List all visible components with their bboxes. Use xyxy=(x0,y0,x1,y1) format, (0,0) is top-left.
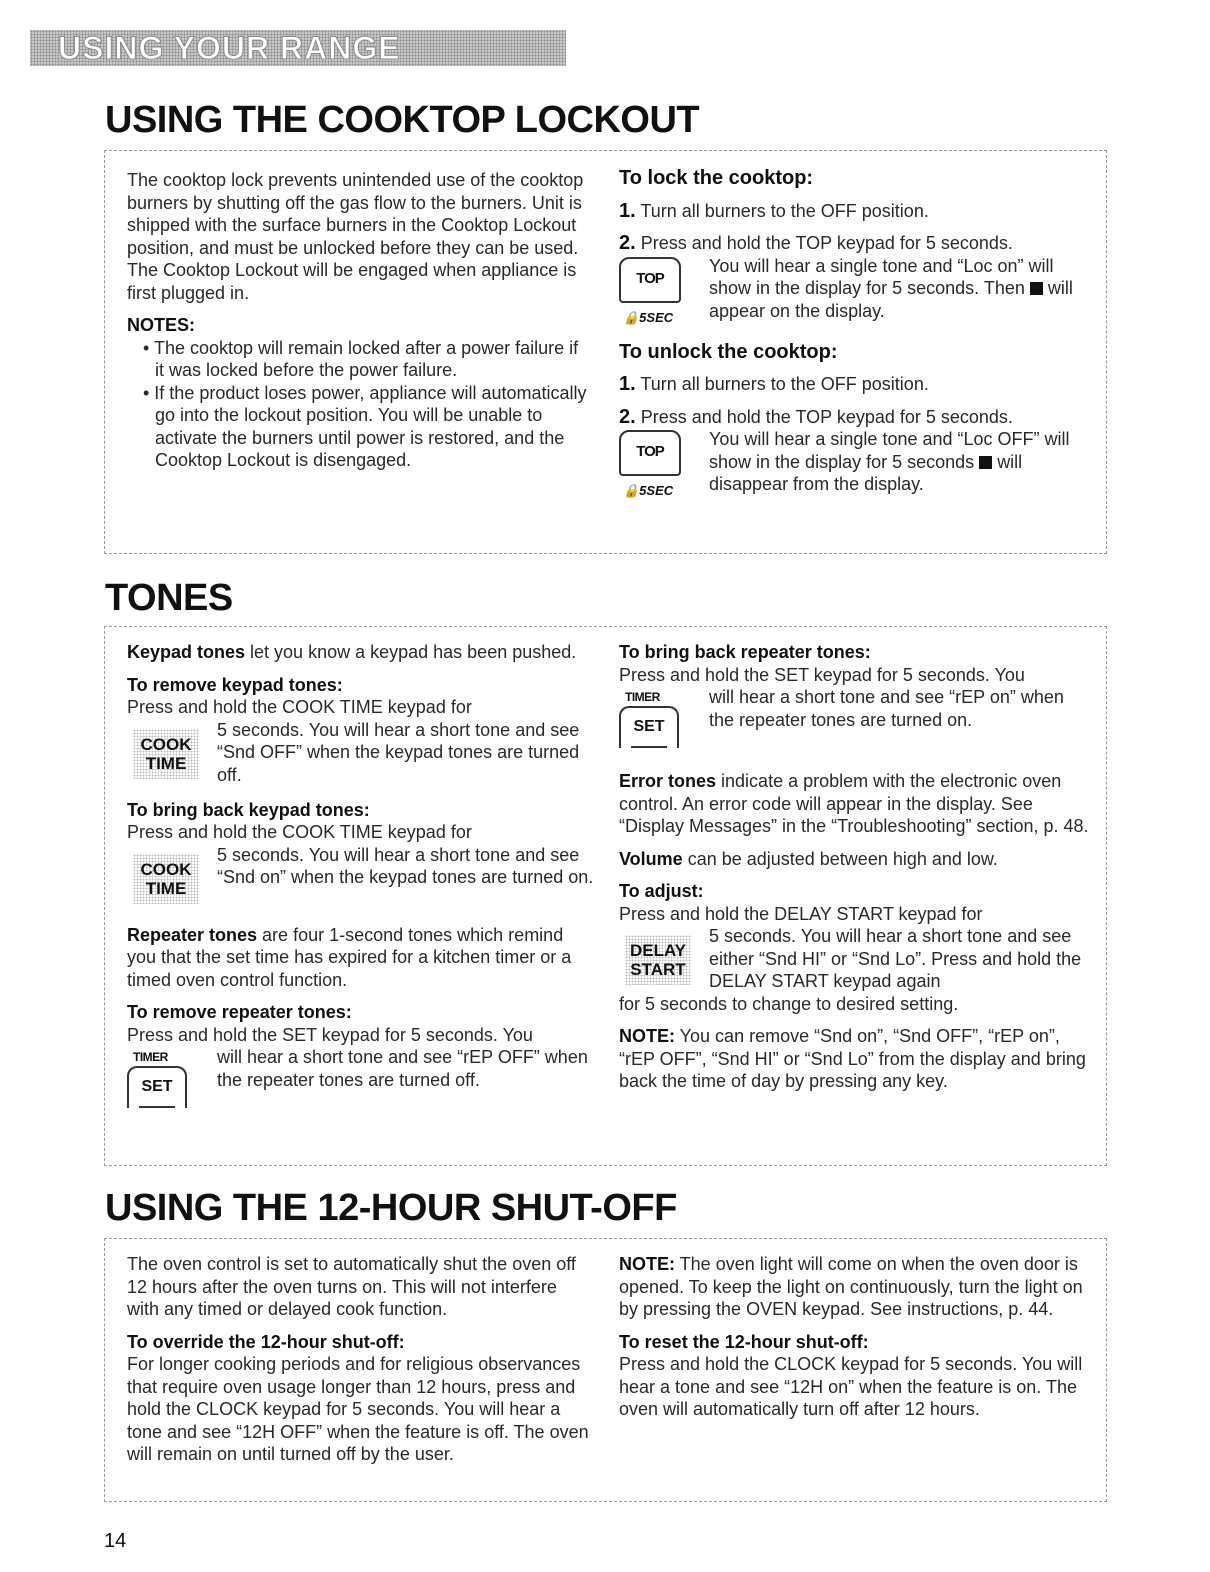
lock-symbol-icon xyxy=(1030,282,1043,295)
shutoff-intro: The oven control is set to automatically shut the oven off 12 hours after the oven turns on. This will not interfere with any timed or delayed cook function. xyxy=(127,1254,576,1319)
adjust-heading: To adjust: xyxy=(619,881,704,901)
override-heading: To override the 12-hour shut-off: xyxy=(127,1331,405,1352)
back-keypad-line: Press and hold the COOK TIME keypad for xyxy=(127,822,472,842)
shutoff-right-column xyxy=(619,1253,1089,1421)
banner-text: USING YOUR RANGE xyxy=(58,30,401,66)
lock-symbol-icon xyxy=(979,456,992,469)
remove-keypad-line: Press and hold the COOK TIME keypad for xyxy=(127,697,472,717)
unlock-5sec-icon: 🔒5SEC xyxy=(623,483,674,498)
tones-note: NOTE: You can remove “Snd on”, “Snd OFF”, “rEP on”, “rEP OFF”, “Snd HI” or “Snd Lo” from the display and bring back the time of day by pressing any key. xyxy=(619,1026,1086,1091)
remove-repeater-line: Press and hold the SET keypad for 5 seconds. You xyxy=(127,1024,533,1045)
note-item: • If the product loses power, appliance will automatically go into the lockout position. You will be unable to activate the burners until power is restored, and the Cooktop Lockout is disengaged. xyxy=(143,382,587,470)
remove-repeater-heading: To remove repeater tones: xyxy=(127,1002,352,1022)
unlock-step-1: 1. Turn all burners to the OFF position. xyxy=(619,373,929,395)
cook-time-key-icon: COOK TIME xyxy=(133,729,199,779)
top-key-icon: TOP xyxy=(619,430,681,476)
reset-heading: To reset the 12-hour shut-off: xyxy=(619,1331,869,1352)
lockout-left-column xyxy=(127,169,589,472)
shutoff-box xyxy=(104,1238,1107,1502)
remove-repeater-detail: TIMER SET will hear a short tone and see “rEP OFF” when the repeater tones are turned off. xyxy=(127,1046,597,1114)
tones-title: TONES xyxy=(105,577,233,619)
remove-keypad-detail: COOK TIME 5 seconds. You will hear a short tone and see “Snd OFF” when the keypad tones are turned off. xyxy=(127,719,597,789)
delay-start-key-icon: DELAY START xyxy=(625,935,691,985)
lockout-title: USING THE COOKTOP LOCKOUT xyxy=(105,99,700,141)
note-item: • The cooktop will remain locked after a power failure if it was locked before the power failure. xyxy=(143,337,579,380)
unlock-heading: To unlock the cooktop: xyxy=(619,340,838,363)
back-keypad-detail: COOK TIME 5 seconds. You will hear a short tone and see “Snd on” when the keypad tones are turned on. xyxy=(127,844,597,914)
shutoff-left-column xyxy=(127,1253,593,1466)
top-key-icon: TOP xyxy=(619,257,681,303)
lockout-intro: The cooktop lock prevents unintended use of the cooktop burners by shutting off the gas flow to the burners. Unit is shipped with the surface burners in the Cooktop Lockout position, and must be unlocked before they can be used. The Cooktop Lockout will be engaged when appliance is first plugged in. xyxy=(127,170,584,303)
lock-5sec-icon: 🔒5SEC xyxy=(623,309,674,325)
unlock-step-2-detail: TOP 🔒5SEC You will hear a single tone and “Loc OFF” will show in the display for 5 seconds will disappear from the display. xyxy=(619,428,1089,496)
tones-left-column xyxy=(127,641,597,1114)
volume-text: Volume can be adjusted between high and low. xyxy=(619,848,998,869)
shutoff-note: NOTE: The oven light will come on when the oven door is opened. To keep the light on continuously, turn the light on by pressing the OVEN keypad. See instructions, p. 44. xyxy=(619,1254,1083,1319)
adjust-detail: DELAY START 5 seconds. You will hear a short tone and see either “Snd HI” or “Snd Lo”. Press and hold the DELAY START keypad again xyxy=(619,925,1091,993)
repeater-tones-text: Repeater tones are four 1-second tones which remind you that the set time has expired for a kitchen timer or a timed oven control function. xyxy=(127,924,572,990)
notes-label: NOTES: xyxy=(127,315,196,335)
reset-text: Press and hold the CLOCK keypad for 5 seconds. You will hear a tone and see “12H on” when the feature is on. The oven will automatically turn off after 12 hours. xyxy=(619,1354,1083,1419)
section-banner xyxy=(30,30,566,66)
page-number: 14 xyxy=(104,1530,127,1552)
lockout-box xyxy=(104,150,1107,554)
lock-step-1: 1. Turn all burners to the OFF position. xyxy=(619,199,929,222)
back-repeater-detail: TIMER SET will hear a short tone and see “rEP on” when the repeater tones are turned on. xyxy=(619,686,1091,770)
adjust-line: Press and hold the DELAY START keypad for xyxy=(619,903,983,924)
error-tones-text: Error tones indicate a problem with the electronic oven control. An error code will appear in the display. See “Display Messages” in the “Troubleshooting” section, p. 48. xyxy=(619,771,1089,836)
lock-heading: To lock the cooktop: xyxy=(619,167,814,189)
lock-step-2-detail: TOP 🔒5SEC You will hear a single tone and “Loc on” will show in the display for 5 seconds. Then will appear on the display. xyxy=(619,255,1089,323)
set-key-icon: TIMER SET xyxy=(619,686,681,756)
back-keypad-heading: To bring back keypad tones: xyxy=(127,799,370,820)
keypad-tones-text: Keypad tones let you know a keypad has been pushed. xyxy=(127,642,577,662)
back-repeater-line: Press and hold the SET keypad for 5 seconds. You xyxy=(619,664,1025,685)
lockout-right-column xyxy=(619,167,1089,496)
set-key-icon: TIMER SET xyxy=(127,1046,189,1116)
shutoff-title: USING THE 12-HOUR SHUT-OFF xyxy=(105,1187,677,1229)
back-repeater-heading: To bring back repeater tones: xyxy=(619,642,871,662)
unlock-step-2: 2. Press and hold the TOP keypad for 5 seconds. xyxy=(619,405,1013,428)
remove-keypad-heading: To remove keypad tones: xyxy=(127,674,343,695)
tones-box xyxy=(104,626,1107,1166)
override-text: For longer cooking periods and for religious observances that require oven usage longer than 12 hours, press and hold the CLOCK keypad for 5 seconds. You will hear a tone and see “12H OFF” when the feature is off. The oven will remain on until turned off by the user. xyxy=(127,1354,589,1464)
adjust-tail: for 5 seconds to change to desired setting. xyxy=(619,993,959,1014)
lock-step-2: 2. Press and hold the TOP keypad for 5 seconds. xyxy=(619,232,1013,254)
tones-right-column xyxy=(619,641,1091,1093)
cook-time-key-icon: COOK TIME xyxy=(133,854,199,904)
